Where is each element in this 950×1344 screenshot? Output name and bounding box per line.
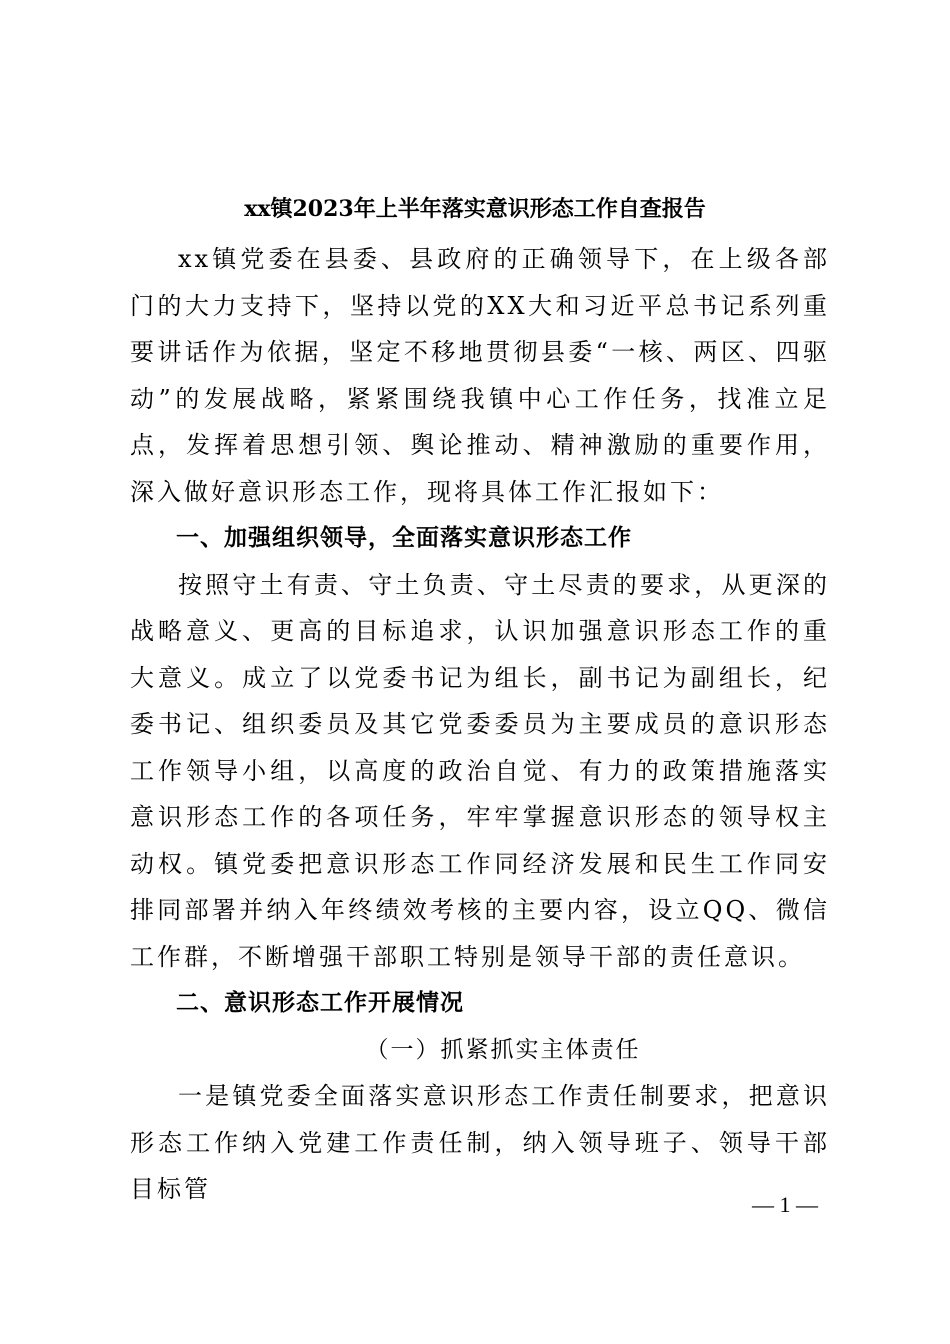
section-heading-1: 一、加强组织领导，全面落实意识形态工作	[176, 525, 632, 551]
section-1-paragraph: 按照守土有责、守土负责、守土尽责的要求，从更深的战略意义、更高的目标追求，认识加强意识形态工作的重大意义。成立了以党委书记为组长，副书记为副组长，纪委书记、组织委员及其它党委委员为主要成员的意识形态工作领导小组，以高度的政治自觉、有力的政策措施落实意识形态工作的各项任务，牢牢掌握意识形态的领导权主动权。镇党委把意识形态工作同经济发展和民生工作同安排同部署并纳入年终绩效考核的主要内容，设立QQ、微信工作群，不断增强干部职工特别是领导干部的责任意识。	[130, 570, 830, 971]
document-body	[130, 236, 830, 1213]
intro-paragraph: xx镇党委在县委、县政府的正确领导下，在上级各部门的大力支持下，坚持以党的XX大和习近平总书记系列重要讲话作为依据，坚定不移地贯彻县委“一核、两区、四驱动”的发展战略，紧紧围绕我镇中心工作任务，找准立足点，发挥着思想引领、舆论推动、精神激励的重要作用，深入做好意识形态工作，现将具体工作汇报如下：	[130, 245, 830, 506]
subsection-heading-1: （一）抓紧抓实主体责任	[365, 1036, 641, 1063]
subsection-1-paragraph: 一是镇党委全面落实意识形态工作责任制要求，把意识形态工作纳入党建工作责任制，纳入领导班子、领导干部目标管	[130, 1082, 830, 1203]
section-heading-2: 二、意识形态工作开展情况	[176, 990, 464, 1016]
document-title: xx镇2023年上半年落实意识形态工作自查报告	[244, 196, 706, 222]
page-number: — 1 —	[752, 1192, 818, 1217]
